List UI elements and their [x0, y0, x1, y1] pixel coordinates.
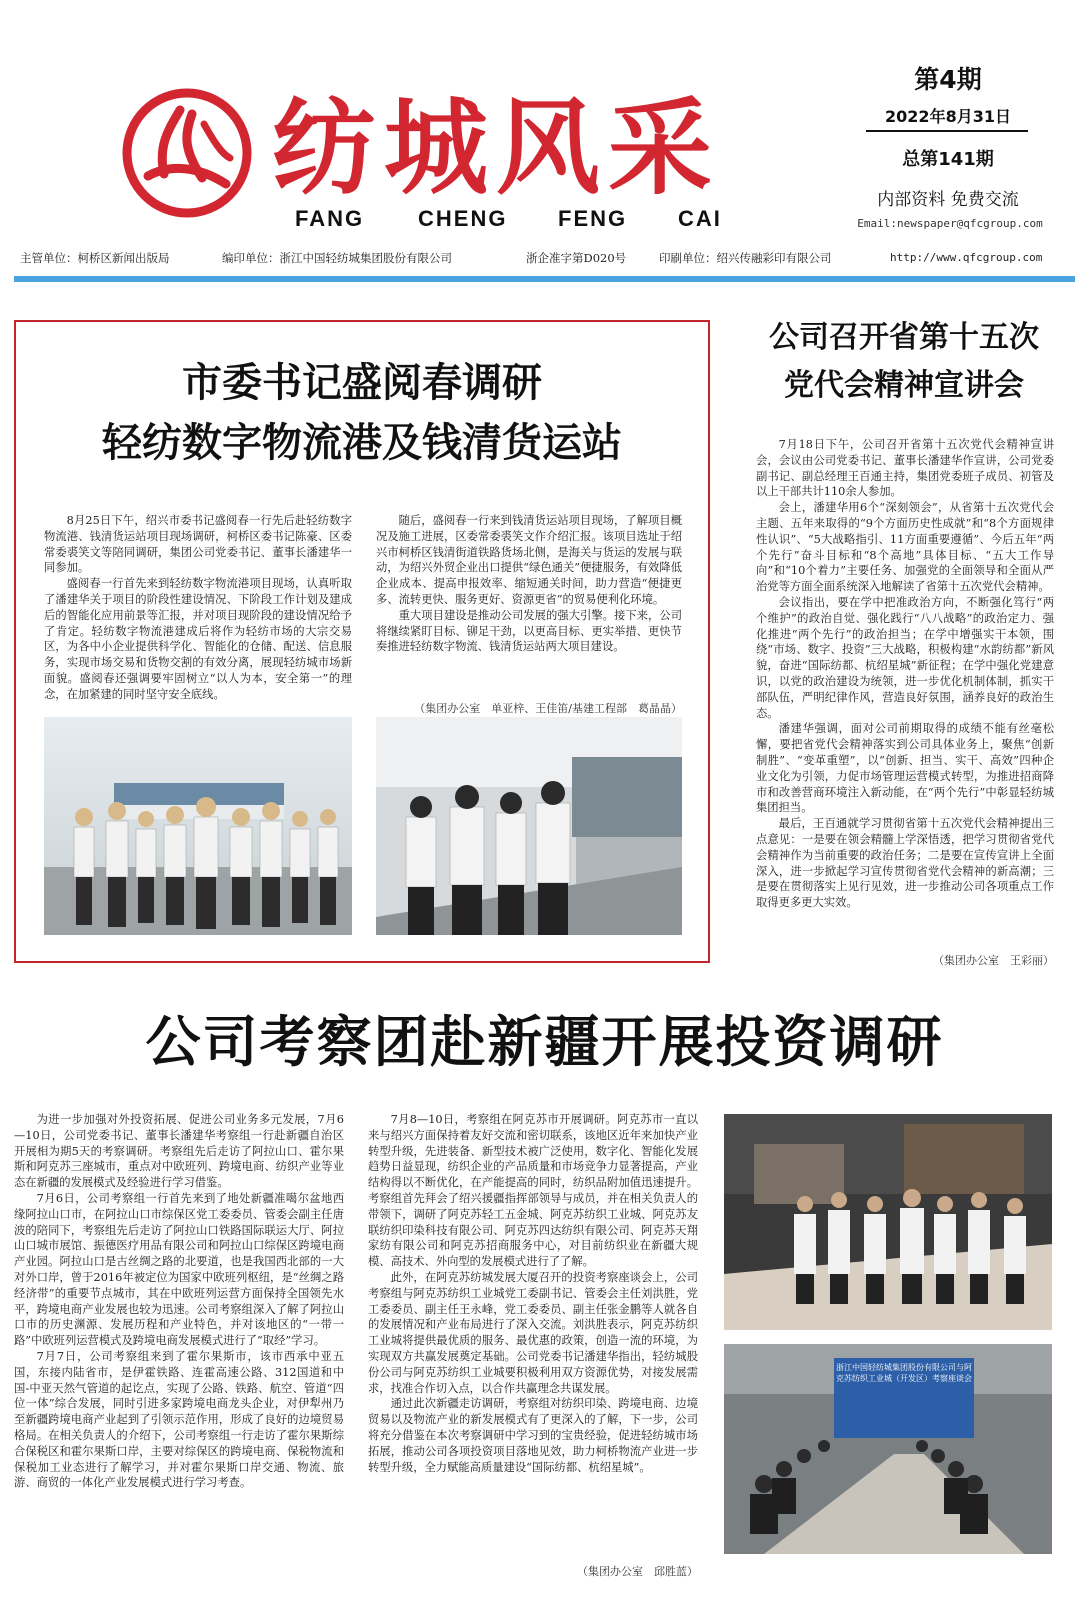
article-1-paragraph: 重大项目建设是推动公司发展的强大引擎。接下来，公司将继续紧盯目标、铆足干劲，以更高目标、更实举措、更快节奏推进轻纺数字物流、钱清货运站两大项目建设。	[376, 608, 682, 654]
article-1-paragraph: 盛阅春一行首先来到轻纺数字物流港项目现场，认真听取了潘建华关于项目的阶段性建设情况、下阶段工作计划及建成后的智能化应用前景等汇报，并对项目现阶段的建设情况给予了肯定。轻纺数字物流港建成后将作为轻纺市场的大宗交易区，为各中小企业提供科学化、智能化的仓储、配送、信息服务，实现市场交易和货物交割的有效分离，展现轻纺城市场新面貌。盛阅春还强调要牢固树立“以人为本，安全第一”的理念，在加紧建的同时坚守安全底线。	[44, 577, 352, 701]
article-3-paragraph: 此外，在阿克苏纺城发展大厦召开的投资考察座谈会上，公司考察组与阿克苏纺织工业城党工委副书记、管委会主任刘洪胜，党工委委员、副主任王永峰，党工委委员、副主任张金鹏等人就各自的发展情况和产业布局进行了深入交流。刘洪胜表示，阿克苏纺织工业城将提供最优质的服务、最优惠的政策，创造一流的环境，为实现双方共赢发展奠定基础。公司党委书记潘建华指出，轻纺城股份公司与阿克苏纺织工业城要积极利用双方资源优势，对接发展需求，找准合作切入点，以合作共赢理念共谋发展。	[368, 1270, 698, 1395]
article-1-title-line2: 轻纺数字物流港及钱清货运站	[102, 420, 622, 466]
article-2-title-line2: 党代会精神宣讲会	[784, 368, 1024, 403]
article-3-photo-1	[724, 1114, 1052, 1330]
info-url[interactable]: http://www.qfcgroup.com	[890, 251, 1043, 264]
logo-icon	[118, 84, 256, 222]
masthead-pinyin-1: FANG	[295, 206, 365, 231]
photo-banner-text: 浙江中国轻纺城集团股份有限公司与阿克苏纺织工业城（开发区）考察座谈会	[836, 1363, 972, 1383]
article-3-paragraph: 7月8—10日，考察组在阿克苏市开展调研。阿克苏市一直以来与绍兴方面保持着友好交流和密切联系，该地区近年来加快产业转型升级，先进装备、新型技术被广泛使用，数字化、智能化发展趋势日益显现，纺织企业的产品质量和市场竞争力显著提高，产业结构得以不断优化，在产能提高的同时，纺织品附加值迅速提升。考察组首先拜会了绍兴援疆指挥部领导与成员，并在相关负责人的带领下，调研了阿克苏轻工五金城、阿克苏纺织工业城、阿克苏友联纺织印染科技有限公司、阿克苏四达纺织有限公司、阿克苏天翔家纺有限公司和阿克苏招商服务中心，对目前纺织业在新疆大规模、高技术、外向型的发展模式进行了了解。	[368, 1113, 698, 1269]
article-2-credit: （集团办公室 王彩丽）	[933, 954, 1054, 967]
issue-number: 第4期	[914, 65, 982, 94]
masthead-pinyin-4: CAI	[678, 206, 722, 231]
info-license: 浙企准字第D020号	[526, 251, 627, 265]
article-1-col2	[376, 513, 682, 655]
header-rule	[14, 276, 1075, 282]
info-bar	[14, 246, 1075, 270]
article-1-photo-1	[44, 717, 352, 935]
article-3-paragraph: 7月7日，公司考察组来到了霍尔果斯市，该市西承中亚五国，东接内陆省市，是伊霍铁路、连霍高速公路、312国道和中国-中亚天然气管道的起讫点，实现了公路、铁路、航空、管道“四位一体”综合发展，同时引进多家跨境电商龙头企业，对伊犁州乃至新疆跨境电商产业起到了引领示范作用，形成了良好的边境贸易格局。在相关负责人的介绍下，公司考察组一行走访了霍尔果斯综合保税区和霍尔果斯口岸，主要对综保区的跨境电商、保税物流和保税加工业态进行了解学习，并对霍尔果斯口岸交通、物流、旅游、商贸的一体化产业发展模式进行学习考查。	[14, 1349, 344, 1490]
article-1-photo-2	[376, 717, 682, 935]
issue-divider	[866, 130, 1028, 132]
article-2-title-line1: 公司召开省第十五次	[769, 320, 1039, 355]
article-2-paragraph: 会上，潘建华用6个“深刻领会”，从省第十五次党代会主题、五年来取得的“9个方面历史性成就”和“8个方面规律性认识”、“5大战略指引、11方面重要遵循”、今后五年“两个先行”奋斗目标和“8个高地”具体目标、“五大工作导向”和“10个着力”主要任务、加强党的全面领导和全面从严治党等方面全面系统深入地解读了省第十五次党代会精神。	[756, 501, 1054, 594]
article-3-col2	[368, 1112, 698, 1475]
issue-total: 总第141期	[902, 149, 994, 170]
article-1-credit: （集团办公室 单亚梓、王佳笛/基建工程部 葛晶晶）	[414, 702, 682, 715]
article-2-paragraph: 最后，王百通就学习贯彻省第十五次党代会精神提出三点意见：一是要在领会精髓上学深悟透，把学习贯彻省党代会精神作为当前重要的政治任务；二是要在宣传宣讲上全面深入，进一步掀起学习宣传贯彻省党代会精神的新高潮；三是要在贯彻落实上见行见效，进一步推动公司各项重点工作取得更多更大实效。	[756, 817, 1054, 910]
article-3-paragraph: 通过此次新疆走访调研，考察组对纺织印染、跨境电商、边境贸易以及物流产业的新发展模式有了更深入的了解，下一步，公司将充分借鉴在本次考察调研中学习到的宝贵经验，促进轻纺城市场拓展，推动公司各项投资项目落地见效，助力柯桥物流产业进一步转型升级，全力赋能高质量建设“国际纺都、杭绍星城”。	[368, 1397, 698, 1474]
article-3-paragraph: 7月6日，公司考察组一行首先来到了地处新疆准噶尔盆地西缘阿拉山口市，在阿拉山口市综保区党工委委员、管委会副主任唐波的陪同下，考察组先后走访了阿拉山口铁路国际联运大厅、阿拉山口城市展馆、振德医疗用品有限公司和阿拉山口综保区跨境电商产业园。阿拉山口是古丝绸之路的北要道，也是我国西北部的一大对外口岸，曾于2016年被定位为国家中欧班列枢纽，是“丝绸之路经济带”的重要节点城市，其在中欧班列运营方面保持全国领先水平，跨境电商产业发展也较为迅速。公司考察组深入了解了阿拉山口市的历史渊源、发展历程和产业特色，并对该地区的“一带一路”中欧班列运营模式及跨境电商发展模式进行了“取经”学习。	[14, 1191, 344, 1348]
masthead-pinyin-2: CHENG	[418, 206, 508, 231]
article-2-body	[756, 437, 1054, 911]
article-2-paragraph: 会议指出，要在学中把准政治方向，不断强化笃行“两个维护”的政治自觉、强化践行“八八战略”的政治定力、强化推进“两个先行”的政治担当；在学中增强实干本领，围绕“市场、数字、投资”三大战略，积极构建“水韵纺都”新风貌，奋进“国际纺都、杭绍星城”新征程；在学中强化党建意识，以党的政治建设为统领，进一步优化机制体制，抓实干部队伍，严明纪律作风，营造良好氛围，涵养良好的政治生态。	[756, 595, 1054, 720]
article-1-title-line1: 市委书记盛阅春调研	[182, 360, 542, 406]
info-supervisor: 主管单位：柯桥区新闻出版局	[20, 251, 170, 265]
article-2-paragraph: 潘建华强调，面对公司前期取得的成绩不能有丝毫松懈，要把省党代会精神落实到公司具体业务上，聚焦“创新制胜”、“变革重塑”，以“创新、担当、实干、高效”四种企业文化为引领，力促市场管理运营模式转型，为推进招商降市和改善营商环境注入新动能，在“两个先行”中彰显轻纺城集团担当。	[756, 722, 1054, 815]
article-1-paragraph: 8月25日下午，绍兴市委书记盛阅春一行先后赴轻纺数字物流港、钱清货运站项目现场调研，柯桥区委书记陈豪、区委常委裘笑文等陪同调研，集团公司党委书记、董事长潘建华一同参加。	[44, 514, 352, 575]
article-2-paragraph: 7月18日下午，公司召开省第十五次党代会精神宣讲会，会议由公司党委书记、董事长潘建华作宣讲，公司党委副书记、副总经理王百通主持，集团党委班子成员、初管及以上干部共计110余人参加。	[756, 438, 1054, 499]
article-3-title: 公司考察团赴新疆开展投资调研	[145, 1010, 944, 1074]
info-editor: 编印单位：浙江中国轻纺城集团股份有限公司	[222, 251, 452, 265]
masthead-pinyin-3: FENG	[558, 206, 628, 231]
masthead-email: Email:newspaper@qfcgroup.com	[857, 217, 1043, 230]
article-3-col1	[14, 1112, 344, 1491]
issue-note: 内部资料 免费交流	[877, 190, 1019, 210]
masthead-title: 纺城风采	[272, 86, 721, 209]
issue-date: 2022年8月31日	[885, 107, 1011, 126]
article-3-credit: （集团办公室 邱胜蓝）	[577, 1565, 698, 1578]
masthead	[0, 0, 1089, 240]
info-printer: 印刷单位：绍兴传融彩印有限公司	[659, 251, 832, 265]
article-1-col1	[44, 513, 352, 703]
article-3-paragraph: 为进一步加强对外投资拓展、促进公司业务多元发展，7月6—10日，公司党委书记、董事长潘建华考察组一行赴新疆自治区开展相为期5天的考察调研。考察组先后走访了阿拉山口、霍尔果斯和阿克苏三座城市，重点对中欧班列、跨境电商、纺织产业等业态在新疆的发展模式及经验进行学习借鉴。	[14, 1113, 344, 1190]
article-1-paragraph: 随后，盛阅春一行来到钱清货运站项目现场，了解项目概况及施工进展，区委常委裘笑文作介绍汇报。该项目选址于绍兴市柯桥区钱清街道铁路货场北侧，是海关与货运的发展与联动，为绍兴外贸企业出口提供“绿色通关”便捷服务，有效降低企业成本、提高申报效率、缩短通关时间，助力营造“便捷更多、流转更快、服务更好、资源更省”的贸易便利化环境。	[376, 514, 682, 606]
